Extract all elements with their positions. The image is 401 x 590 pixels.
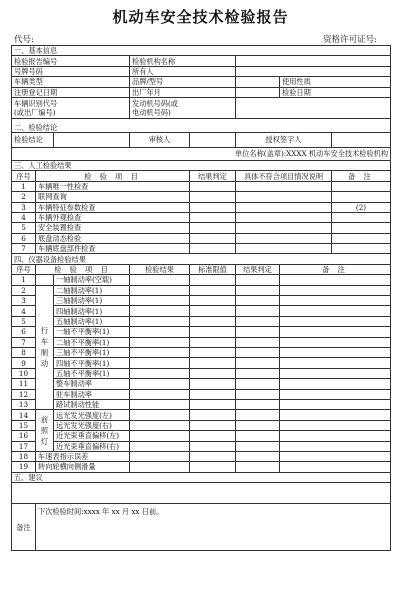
s4-row-no: 15: [12, 420, 36, 430]
table-row: [12, 192, 391, 202]
s4-row-item: 路试制动性能: [54, 399, 130, 409]
s3-row-result: [190, 233, 236, 243]
s4-row-value: [130, 410, 190, 420]
table-row: [12, 223, 391, 233]
table-row: [12, 451, 391, 461]
s3-row-desc: [236, 233, 332, 243]
s4-row-value: [130, 358, 190, 368]
table-row: [12, 181, 391, 191]
s4-row-note: [280, 420, 391, 430]
s3-row-note: (2): [332, 202, 391, 212]
table-row: [12, 420, 391, 430]
s4-row-result: [236, 306, 280, 316]
group-light-text: 前照灯: [40, 415, 49, 447]
s4-row-value: [130, 285, 190, 295]
table-row: [12, 306, 391, 316]
s4-row-result: [236, 316, 280, 326]
s4-row-item: 三轴不平衡率(1): [54, 347, 130, 357]
table-row: [12, 244, 391, 254]
table-row: [12, 285, 391, 295]
s3-row-no: 4: [12, 212, 36, 222]
s4-row-item: 整车制动率: [54, 379, 130, 389]
s3-row-no: 1: [12, 181, 36, 191]
s4-row-item: 近光束垂直偏移(右): [54, 441, 130, 451]
s4-row-value: [130, 441, 190, 451]
s4-row-no: 3: [12, 296, 36, 306]
s4-row-note: [280, 389, 391, 399]
table-row: [12, 379, 391, 389]
table-row: [12, 358, 391, 368]
s4-row-limit: [190, 306, 236, 316]
owner-value: [236, 66, 391, 76]
s3-row-note: [332, 223, 391, 233]
conclusion-label: 检验结论: [12, 132, 54, 147]
s4-row-no: 18: [12, 451, 36, 461]
s4-row-note: [280, 347, 391, 357]
table-row: [12, 202, 391, 212]
section-instrument-heading: 四、仪器设备检验结果: [12, 254, 391, 264]
s4-header-value: 检验结果: [130, 264, 190, 274]
s4-row-value: [130, 379, 190, 389]
signer-label: 授权签字人: [236, 132, 332, 147]
s4-row-result: [236, 451, 280, 461]
s4-row-no: 11: [12, 379, 36, 389]
s4-row-note: [280, 451, 391, 461]
s4-row-limit: [190, 368, 236, 378]
s3-row-result: [190, 192, 236, 202]
brand-model-label: 品牌/型号: [130, 77, 236, 87]
s4-row-item: 驻车制动率: [54, 389, 130, 399]
table-row: [12, 275, 391, 285]
s4-row-value: [130, 327, 190, 337]
s4-row-group: [36, 275, 54, 285]
s3-row-result: [190, 244, 236, 254]
s4-row-no: 19: [12, 462, 36, 472]
s4-row-item: 四轴制动率(1): [54, 306, 130, 316]
s4-row-item: 一轴制动率(空载): [54, 275, 130, 285]
s4-row-limit: [190, 431, 236, 441]
s4-row-note: [280, 358, 391, 368]
s4-row-result: [236, 420, 280, 430]
s4-row-note: [280, 337, 391, 347]
report-no-label: 检验报告编号: [12, 56, 130, 66]
s3-row-note: [332, 192, 391, 202]
s4-row-result: [236, 399, 280, 409]
s4-row-result: [236, 431, 280, 441]
s4-row-no: 8: [12, 347, 36, 357]
s4-row-result: [236, 379, 280, 389]
table-row: [12, 347, 391, 357]
s4-row-no: 14: [12, 410, 36, 420]
s4-row-limit: [190, 441, 236, 451]
s4-row-result: [236, 337, 280, 347]
s3-row-item: 联网查询: [36, 192, 190, 202]
s3-row-result: [190, 223, 236, 233]
advice-body: [12, 483, 391, 504]
s4-row-result: [236, 347, 280, 357]
s3-row-no: 2: [12, 192, 36, 202]
s4-row-limit: [190, 451, 236, 461]
s3-row-no: 7: [12, 244, 36, 254]
s4-row-limit: [190, 389, 236, 399]
s4-row-limit: [190, 358, 236, 368]
s4-row-value: [130, 420, 190, 430]
engine-label-line1: 发动机号码(或: [132, 98, 178, 108]
agency-label: 检验机构名称: [130, 56, 236, 66]
s4-row-note: [280, 410, 391, 420]
vin-label: [12, 97, 130, 118]
unit-stamp-line: 单位名称(盖章):XXXX 机动车安全技术检验机构: [12, 147, 391, 160]
reviewer-label: 审核人: [130, 132, 190, 147]
s3-row-desc: [236, 212, 332, 222]
s4-row-limit: [190, 462, 236, 472]
s4-row-note: [280, 327, 391, 337]
s4-header-item: 检 验 项 目: [36, 264, 130, 274]
s4-header-result: 结果判定: [236, 264, 280, 274]
mfg-date-label: 出厂年月: [130, 87, 236, 97]
s4-row-no: 7: [12, 337, 36, 347]
s4-row-limit: [190, 316, 236, 326]
s4-row-note: [280, 379, 391, 389]
reviewer-value: [190, 132, 236, 147]
vin-label-line2: (或出厂编号): [14, 107, 56, 117]
section-basic-heading: 一、基本信息: [12, 46, 391, 56]
s4-row-value: [130, 296, 190, 306]
s4-row-result: [236, 296, 280, 306]
engine-label-line2: 电动机号码): [132, 107, 171, 117]
s4-row-limit: [190, 399, 236, 409]
s4-row-value: [130, 316, 190, 326]
s4-row-item: 一轴不平衡率(1): [54, 327, 130, 337]
s4-row-result: [236, 389, 280, 399]
s4-row-result: [236, 275, 280, 285]
engine-label: [130, 97, 236, 118]
s4-row-item: 五轴不平衡率(1): [54, 368, 130, 378]
s3-row-item: 安全装置检查: [36, 223, 190, 233]
s4-row-note: [280, 285, 391, 295]
agency-value: [236, 56, 391, 66]
vin-label-line1: 车辆识别代号: [14, 98, 58, 108]
table-row: [12, 462, 391, 472]
s4-header-note: 备 注: [280, 264, 391, 274]
table-row: [12, 296, 391, 306]
s3-row-no: 3: [12, 202, 36, 212]
brand-model-value: [236, 77, 280, 87]
s3-row-result: [190, 181, 236, 191]
s4-row-value: [130, 451, 190, 461]
s4-row-limit: [190, 379, 236, 389]
s4-row-limit: [190, 420, 236, 430]
s3-header-note: 备 注: [332, 171, 391, 181]
s4-row-value: [130, 431, 190, 441]
s4-row-item: 远光发光强度(左): [54, 410, 130, 420]
s4-row-note: [280, 296, 391, 306]
table-row: [12, 410, 391, 420]
s3-row-result: [190, 212, 236, 222]
s4-row-result: [236, 285, 280, 295]
s3-row-item: 底盘动态检验: [36, 233, 190, 243]
s4-row-item: 近光束垂直偏移(左): [54, 431, 130, 441]
s4-row-result: [236, 368, 280, 378]
code-label: 代号:: [14, 35, 34, 45]
s4-row-no: 17: [12, 441, 36, 451]
s4-header-no: 序号: [12, 264, 36, 274]
test-date-label: 检验日期: [280, 87, 391, 97]
table-row: [12, 233, 391, 243]
s4-row-no: 9: [12, 358, 36, 368]
s4-row-item: 五轴制动率(1): [54, 316, 130, 326]
table-row: [12, 441, 391, 451]
s4-row-note: [280, 399, 391, 409]
section-conclusion-heading: 二、检验结论: [12, 118, 391, 132]
section-manual-heading: 三、人工检验结果: [12, 160, 391, 170]
s4-row-no: 2: [12, 285, 36, 295]
group-brake-text: 行车制动: [40, 326, 49, 369]
table-row: [12, 368, 391, 378]
table-row: [12, 389, 391, 399]
conclusion-value: [54, 132, 130, 147]
s3-row-desc: [236, 181, 332, 191]
section-advice-heading: 五、建议: [12, 472, 391, 482]
s4-row-value: [130, 368, 190, 378]
table-row: [12, 337, 391, 347]
engine-value: [236, 97, 391, 118]
report-title: 机动车安全技术检验报告: [112, 8, 289, 26]
s4-row-limit: [190, 275, 236, 285]
s3-row-item: 车辆底盘部件检查: [36, 244, 190, 254]
s4-row-note: [280, 316, 391, 326]
s4-row-limit: [190, 296, 236, 306]
s4-row-limit: [190, 285, 236, 295]
s4-row-no: 12: [12, 389, 36, 399]
s4-row-no: 5: [12, 316, 36, 326]
owner-label: 所有人: [130, 66, 236, 76]
s3-row-item: 车辆外观检查: [36, 212, 190, 222]
s4-row-value: [130, 337, 190, 347]
table-row: [12, 431, 391, 441]
signer-value: [332, 132, 391, 147]
s4-row-item: 四轴不平衡率(1): [54, 358, 130, 368]
s4-row-no: 4: [12, 306, 36, 316]
table-row: [12, 327, 391, 337]
s3-header-desc: 具体不符合项目情况说明: [236, 171, 332, 181]
s4-row-value: [130, 462, 190, 472]
s3-row-result: [190, 202, 236, 212]
use-nature-label: 使用性质: [280, 77, 391, 87]
s4-row-note: [280, 368, 391, 378]
s3-header-result: 结果判定: [190, 171, 236, 181]
s4-row-no: 1: [12, 275, 36, 285]
s3-row-no: 6: [12, 233, 36, 243]
s4-row-note: [280, 441, 391, 451]
s4-row-note: [280, 431, 391, 441]
remark-label: 备注: [12, 504, 36, 551]
s4-header-limit: 标准限值: [190, 264, 236, 274]
s3-row-note: [332, 181, 391, 191]
mfg-date-value: [236, 87, 280, 97]
s4-row-result: [236, 462, 280, 472]
s4-row-result: [236, 410, 280, 420]
s4-row-result: [236, 358, 280, 368]
permit-label: 资格许可证号:: [323, 35, 377, 45]
s4-row-result: [236, 327, 280, 337]
plate-label: 号牌号码: [12, 66, 130, 76]
s4-row-item: 转向轮横向侧滑量: [36, 462, 130, 472]
s3-row-note: [332, 244, 391, 254]
s4-row-limit: [190, 410, 236, 420]
s3-row-desc: [236, 192, 332, 202]
report-table: [11, 45, 391, 551]
next-test-date: 下次检验时间:xxxx 年 xx 月 xx 日前。: [36, 504, 391, 551]
s4-row-item: 二轴制动率(1): [54, 285, 130, 295]
s3-row-desc: [236, 223, 332, 233]
s4-row-note: [280, 275, 391, 285]
s4-row-note: [280, 306, 391, 316]
group-brake-label: [36, 285, 54, 410]
s4-row-item: 车速表指示误差: [36, 451, 130, 461]
s3-row-desc: [236, 202, 332, 212]
s4-row-no: 16: [12, 431, 36, 441]
s3-row-item: 车辆特征参数检查: [36, 202, 190, 212]
s3-row-note: [332, 233, 391, 243]
s4-row-limit: [190, 327, 236, 337]
s4-row-no: 10: [12, 368, 36, 378]
table-row: [12, 212, 391, 222]
s4-row-no: 13: [12, 399, 36, 409]
s4-row-value: [130, 399, 190, 409]
reg-date-label: 注册登记日期: [12, 87, 130, 97]
vehicle-type-label: 车辆类型: [12, 77, 130, 87]
table-row: [12, 399, 391, 409]
table-row: [12, 316, 391, 326]
s4-row-result: [236, 441, 280, 451]
s3-header-no: 序号: [12, 171, 36, 181]
group-light-label: [36, 410, 54, 452]
s3-row-item: 车辆唯一性检查: [36, 181, 190, 191]
s3-row-desc: [236, 244, 332, 254]
s4-row-limit: [190, 337, 236, 347]
s4-row-note: [280, 462, 391, 472]
s4-row-value: [130, 275, 190, 285]
s4-row-item: 二轴不平衡率(1): [54, 337, 130, 347]
s3-row-note: [332, 212, 391, 222]
s4-row-value: [130, 389, 190, 399]
s4-row-item: 三轴制动率(1): [54, 296, 130, 306]
s3-row-no: 5: [12, 223, 36, 233]
s4-row-item: 远光发光强度(右): [54, 420, 130, 430]
s4-row-limit: [190, 347, 236, 357]
s4-row-value: [130, 306, 190, 316]
s4-row-no: 6: [12, 327, 36, 337]
s3-header-item: 检 验 项 目: [36, 171, 190, 181]
s4-row-value: [130, 347, 190, 357]
